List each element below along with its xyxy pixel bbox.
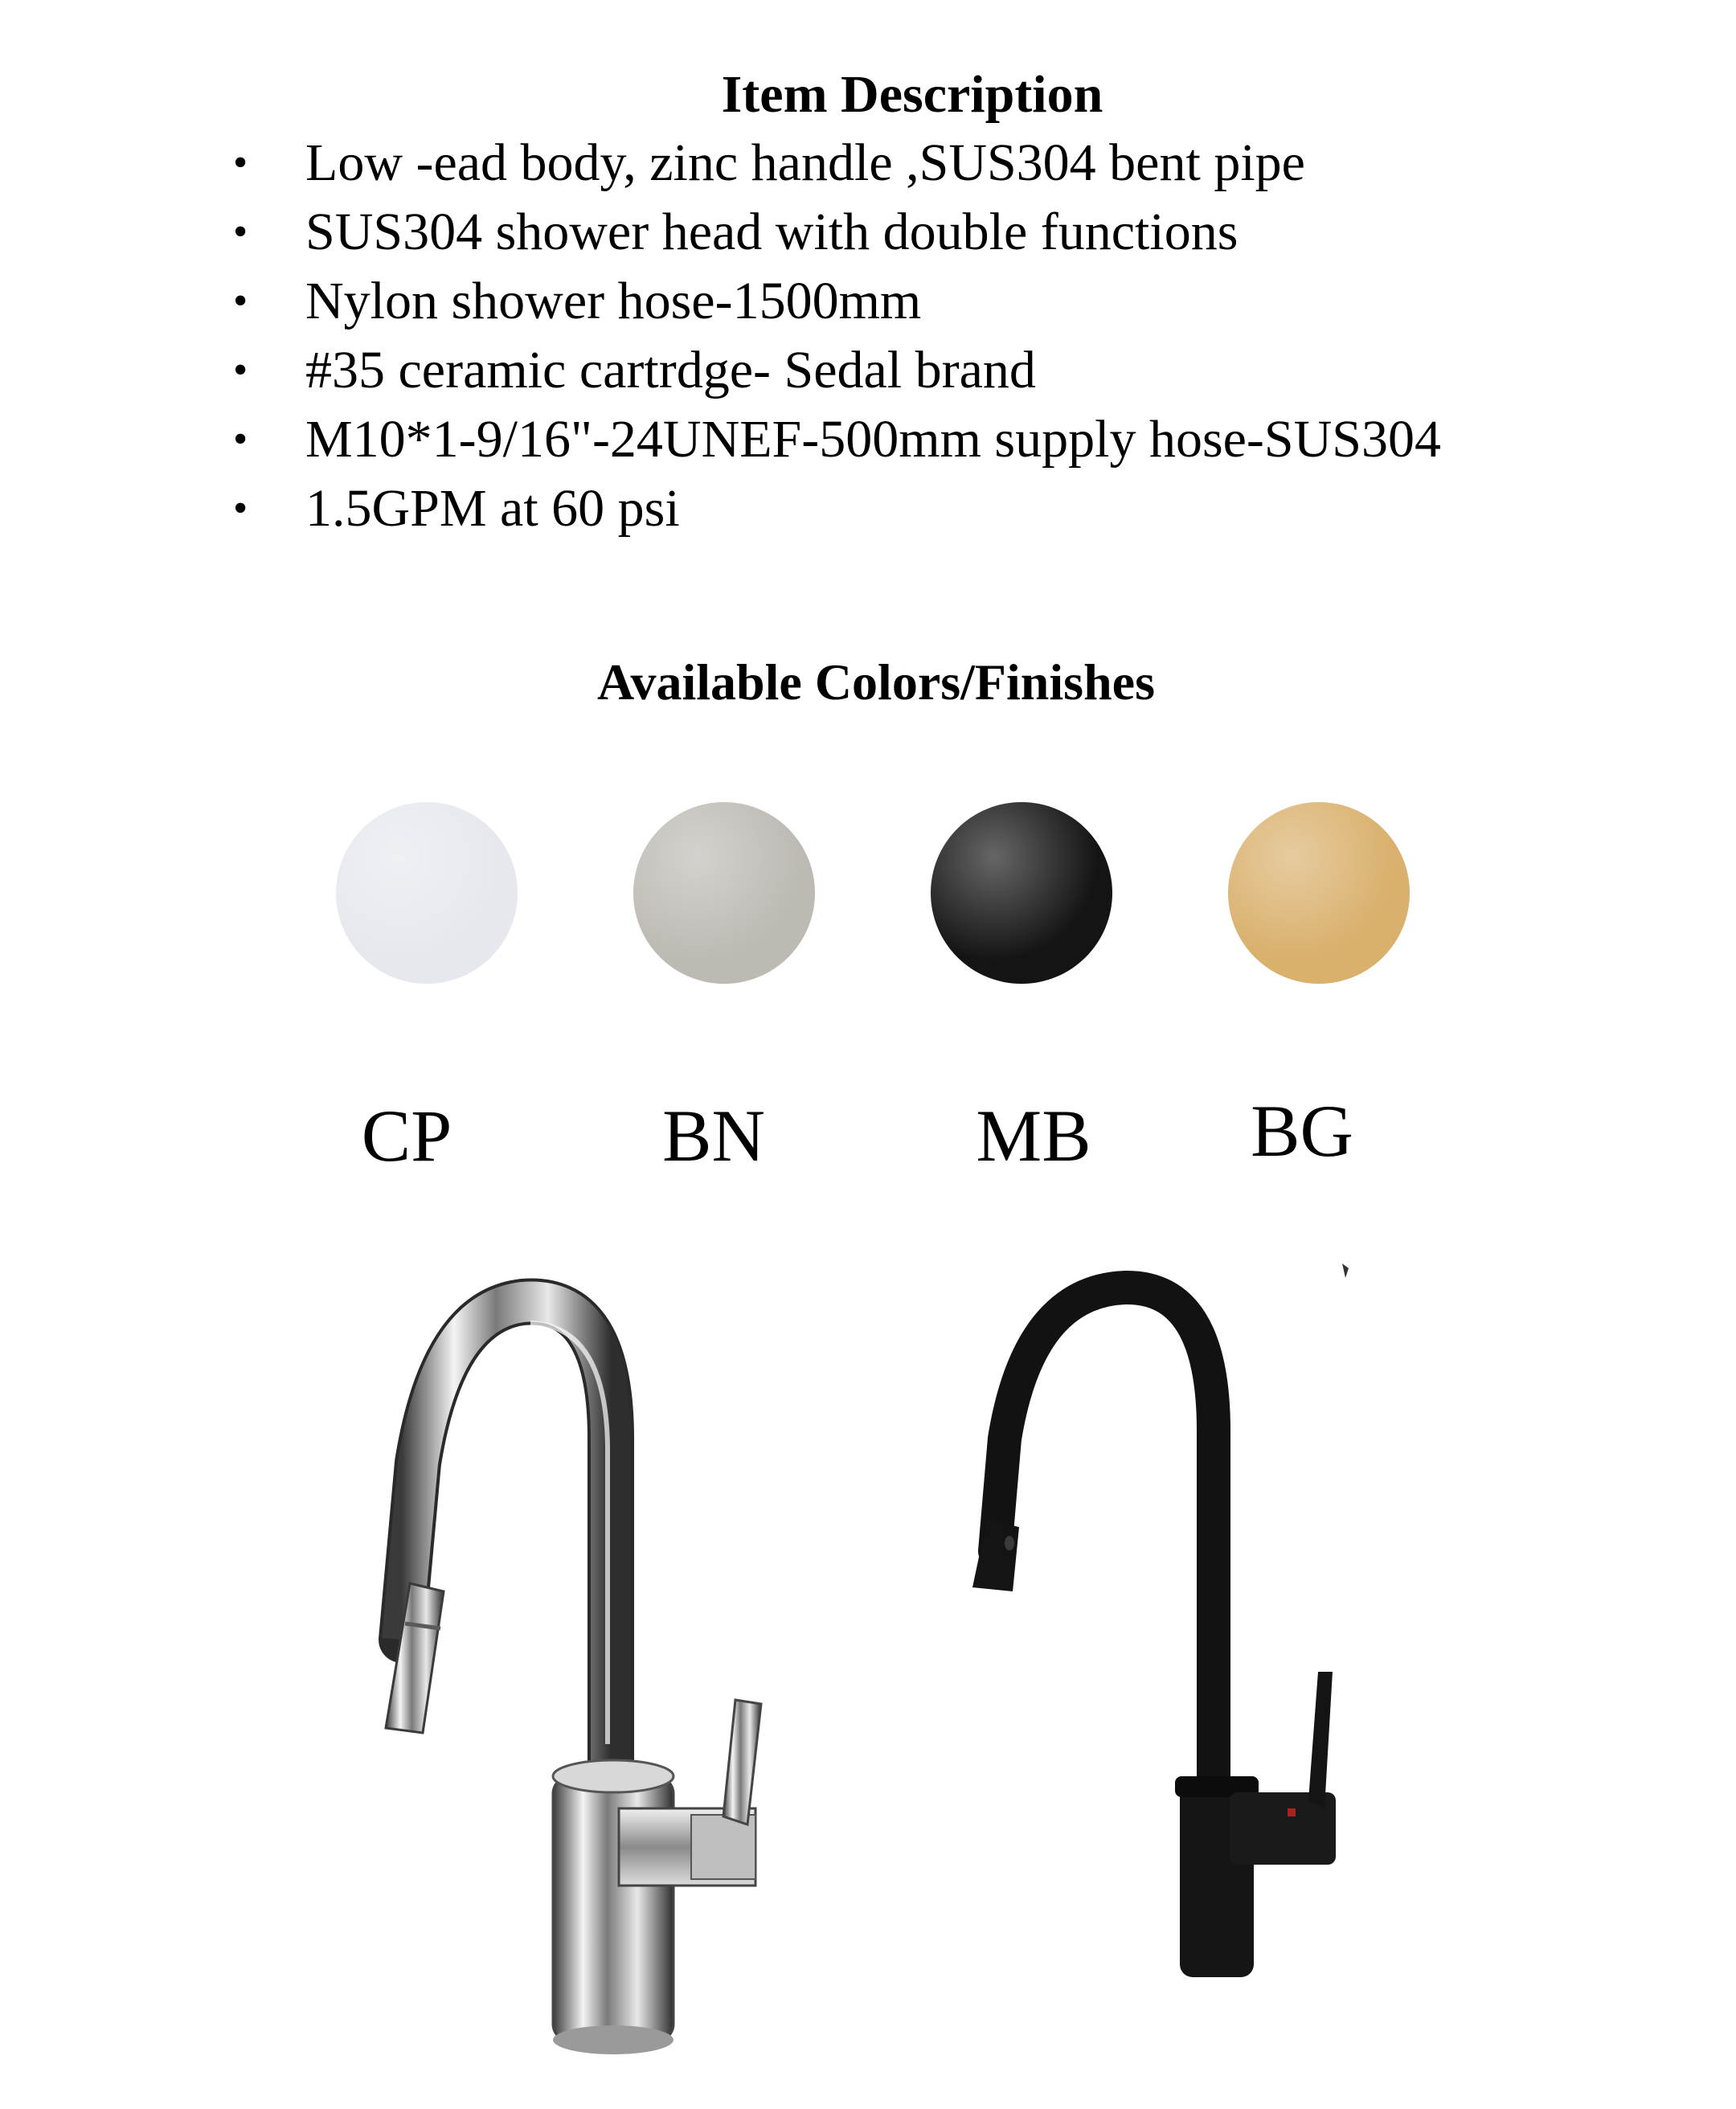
available-finishes-heading: Available Colors/Finishes — [597, 653, 1155, 711]
feature-text: #35 ceramic cartrdge- Sedal brand — [305, 341, 1036, 399]
matte-black-faucet-image — [924, 1254, 1374, 1977]
finish-swatch-bg — [1228, 802, 1410, 984]
finish-label-bn: BN — [662, 1095, 765, 1177]
item-description-heading: Item Description — [721, 65, 1103, 124]
bullet: • — [233, 278, 248, 324]
finish-swatch-cp — [336, 802, 518, 984]
feature-list — [225, 129, 1441, 543]
feature-text: SUS304 shower head with double functions — [305, 203, 1239, 261]
feature-text: Nylon shower hose-1500mm — [305, 272, 922, 330]
feature-item — [225, 474, 1441, 543]
feature-item — [225, 129, 1441, 198]
finish-label-mb: MB — [976, 1095, 1091, 1177]
feature-text: 1.5GPM at 60 psi — [305, 479, 680, 538]
chrome-faucet-image — [370, 1262, 820, 2066]
finish-label-cp: CP — [361, 1095, 452, 1177]
bullet: • — [233, 485, 248, 531]
finish-swatch-mb — [931, 802, 1112, 984]
finish-label-bg: BG — [1251, 1090, 1353, 1172]
bullet: • — [233, 209, 248, 255]
feature-item — [225, 198, 1441, 267]
finish-swatch-bn — [633, 802, 815, 984]
bullet: • — [233, 140, 248, 186]
feature-text: M10*1-9/16"-24UNEF-500mm supply hose-SUS304 — [305, 410, 1441, 469]
feature-item — [225, 405, 1441, 474]
bullet: • — [233, 416, 248, 462]
feature-text: Low -ead body, zinc handle ,SUS304 bent pipe — [305, 133, 1305, 192]
feature-item — [225, 336, 1441, 405]
corner-mark — [1337, 1262, 1353, 1281]
bullet: • — [233, 347, 248, 393]
feature-item — [225, 267, 1441, 336]
